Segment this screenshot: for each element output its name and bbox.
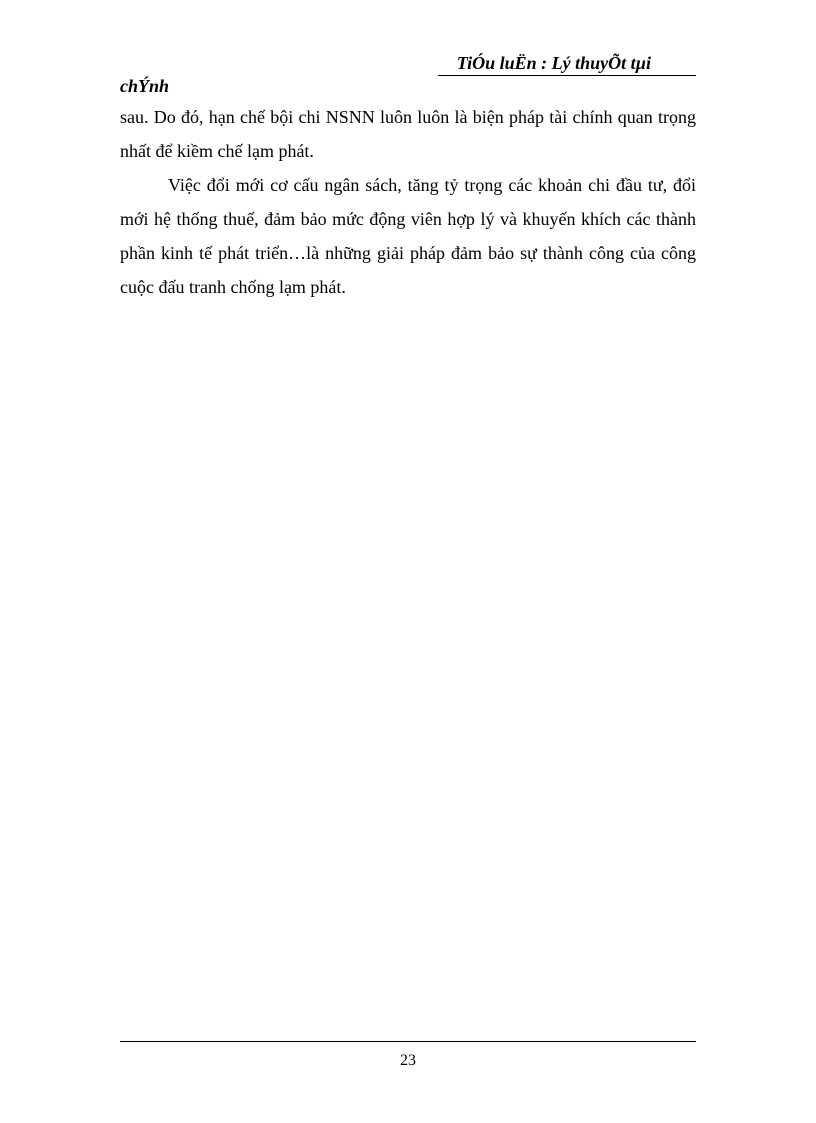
- paragraph-1: sau. Do đó, hạn chế bội chi NSNN luôn luôn là biện pháp tài chính quan trọng nhất để kiềm chế lạm phát.: [120, 107, 696, 161]
- header-rule: [438, 75, 696, 76]
- paragraph-2: Việc đổi mới cơ cấu ngân sách, tăng tỷ trọng các khoản chi đầu tư, đổi mới hệ thống thuế, đảm bảo mức động viên hợp lý và khuyến khích các thành phần kinh tế phát triển…là những giải pháp đảm bảo sự thành công của công cuộc đấu tranh chống lạm phát.: [120, 175, 696, 297]
- header-title: TiÓu luËn : Lý thuyÕt tµi: [456, 53, 651, 73]
- page-number: 23: [400, 1052, 416, 1069]
- footer-rule: [120, 1041, 696, 1042]
- header-title-continuation: chÝnh: [120, 76, 170, 96]
- page-header: [120, 50, 696, 76]
- body-text: [120, 100, 696, 304]
